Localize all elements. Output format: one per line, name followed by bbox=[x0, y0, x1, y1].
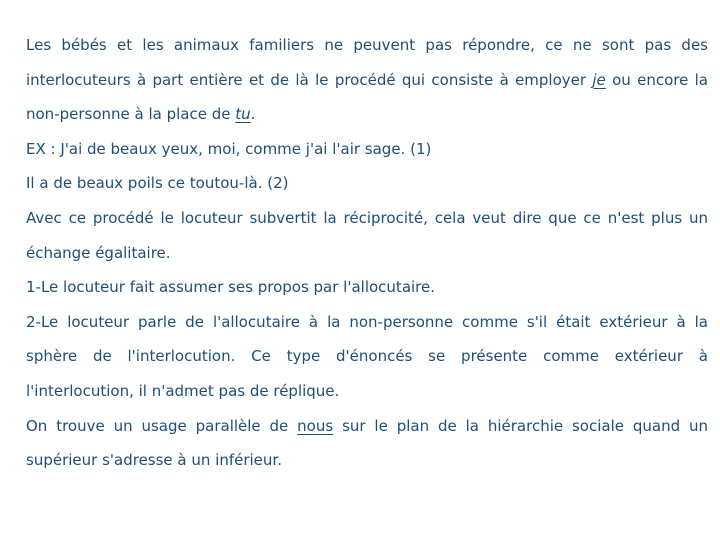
example-2: Il a de beaux poils ce toutou-là. (2) bbox=[26, 174, 289, 193]
word-tu: tu bbox=[235, 105, 251, 124]
paragraph-nous: On trouve un usage parallèle de nous sur le plan de la hiérarchie sociale quand un supérieur s'adresse à un inférieur. bbox=[26, 416, 708, 470]
word-je: je bbox=[592, 70, 606, 89]
point-2: 2-Le locuteur parle de l'allocutaire à la non-personne comme s'il était extérieur à la sphère de l'interlocution. Ce type d'énoncés se présente comme extérieur à l'interlocution, il n'admet pas de réplique. bbox=[26, 312, 708, 400]
point-1: 1-Le locuteur fait assumer ses propos par l'allocutaire. bbox=[26, 278, 436, 297]
paragraph-reciprocity: Avec ce procédé le locuteur subvertit la réciprocité, cela veut dire que ce n'est plus un échange égalitaire. bbox=[26, 208, 708, 262]
paragraph-intro: Les bébés et les animaux familiers ne peuvent pas répondre, ce ne sont pas des interlocuteurs à part entière et de là le procédé qui consiste à employer je ou encore la non-personne à la place de tu. bbox=[26, 36, 708, 124]
example-1: EX : J'ai de beaux yeux, moi, comme j'ai l'air sage. (1) bbox=[26, 139, 432, 158]
word-nous: nous bbox=[297, 416, 334, 435]
slide-text-body bbox=[26, 28, 708, 478]
